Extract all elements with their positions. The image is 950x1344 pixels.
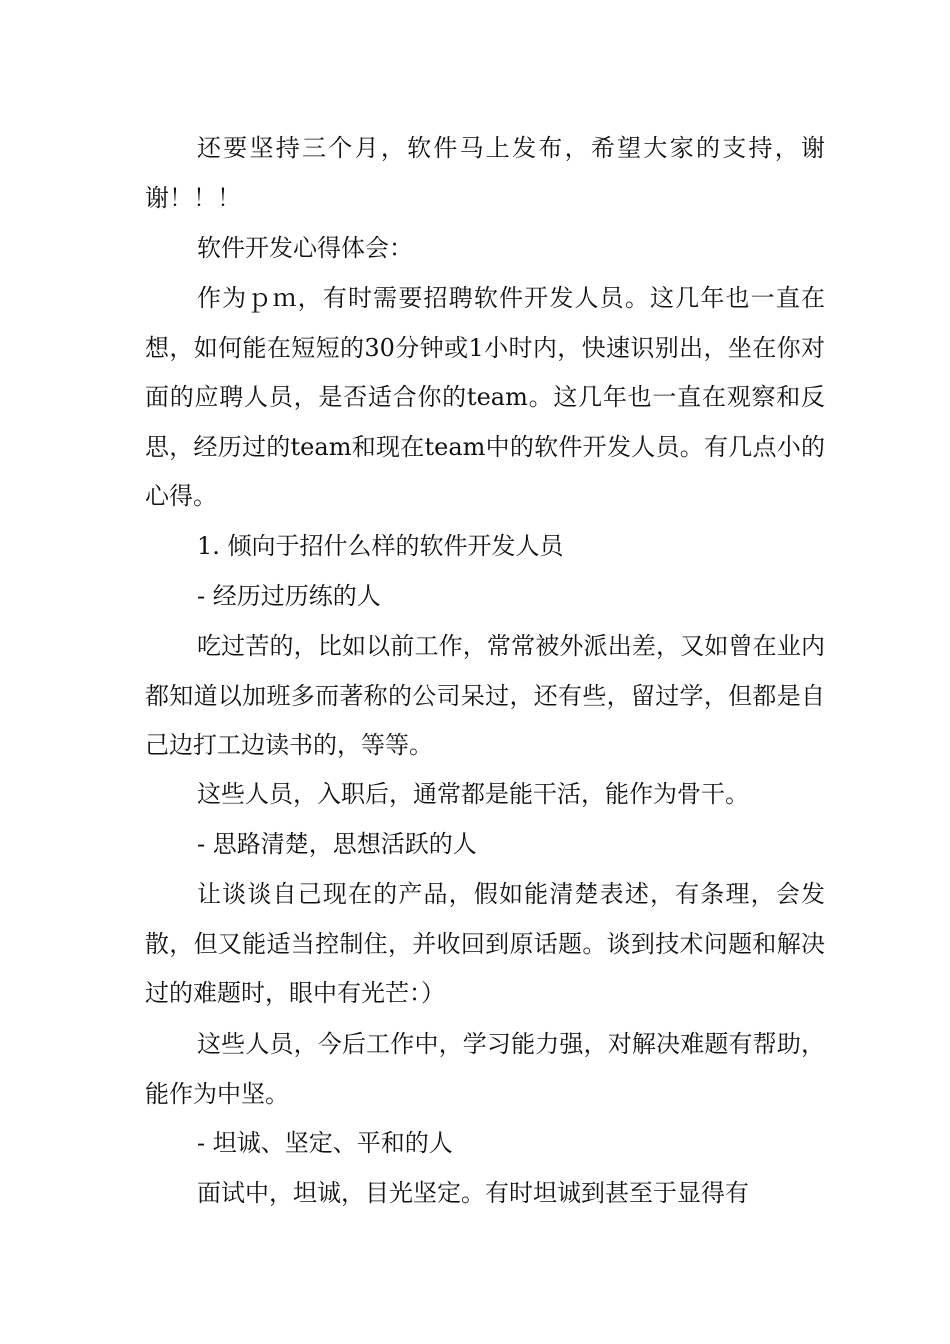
paragraph-8: - 思路清楚，思想活跃的人: [197, 830, 477, 858]
paragraph-7: 这些人员，入职后，通常都是能干活，能作为骨干。: [197, 780, 749, 808]
paragraph-9: 让谈谈自己现在的产品，假如能清楚表述，有条理，会发散，但又能适当控制住，并收回到原话题。谈到技术问题和解决过的难题时，眼中有光芒：）: [145, 880, 825, 1007]
paragraph-12: 面试中，坦诚，目光坚定。有时坦诚到甚至于显得有: [197, 1179, 749, 1207]
paragraph-6: 吃过苦的，比如以前工作，常常被外派出差，又如曾在业内都知道以加班多而著称的公司呆过，还有些，留过学，但都是自己边打工边读书的，等等。: [145, 632, 825, 759]
paragraph-3: 作为ｐｍ，有时需要招聘软件开发人员。这几年也一直在想，如何能在短短的30分钟或1小时内，快速识别出，坐在你对面的应聘人员，是否适合你的team。这几年也一直在观察和反思，经历过的team和现在team中的软件开发人员。有几点小的心得。: [145, 284, 825, 510]
paragraph-5: - 经历过历练的人: [197, 582, 381, 610]
paragraph-11: - 坦诚、坚定、平和的人: [197, 1129, 453, 1157]
paragraph-2: 软件开发心得体会：: [197, 234, 413, 262]
paragraph-1: 还要坚持三个月，软件马上发布，希望大家的支持，谢谢！！！: [145, 134, 825, 212]
paragraph-4: 1. 倾向于招什么样的软件开发人员: [197, 532, 564, 560]
paragraph-10: 这些人员，今后工作中，学习能力强，对解决难题有帮助，能作为中坚。: [145, 1030, 825, 1108]
